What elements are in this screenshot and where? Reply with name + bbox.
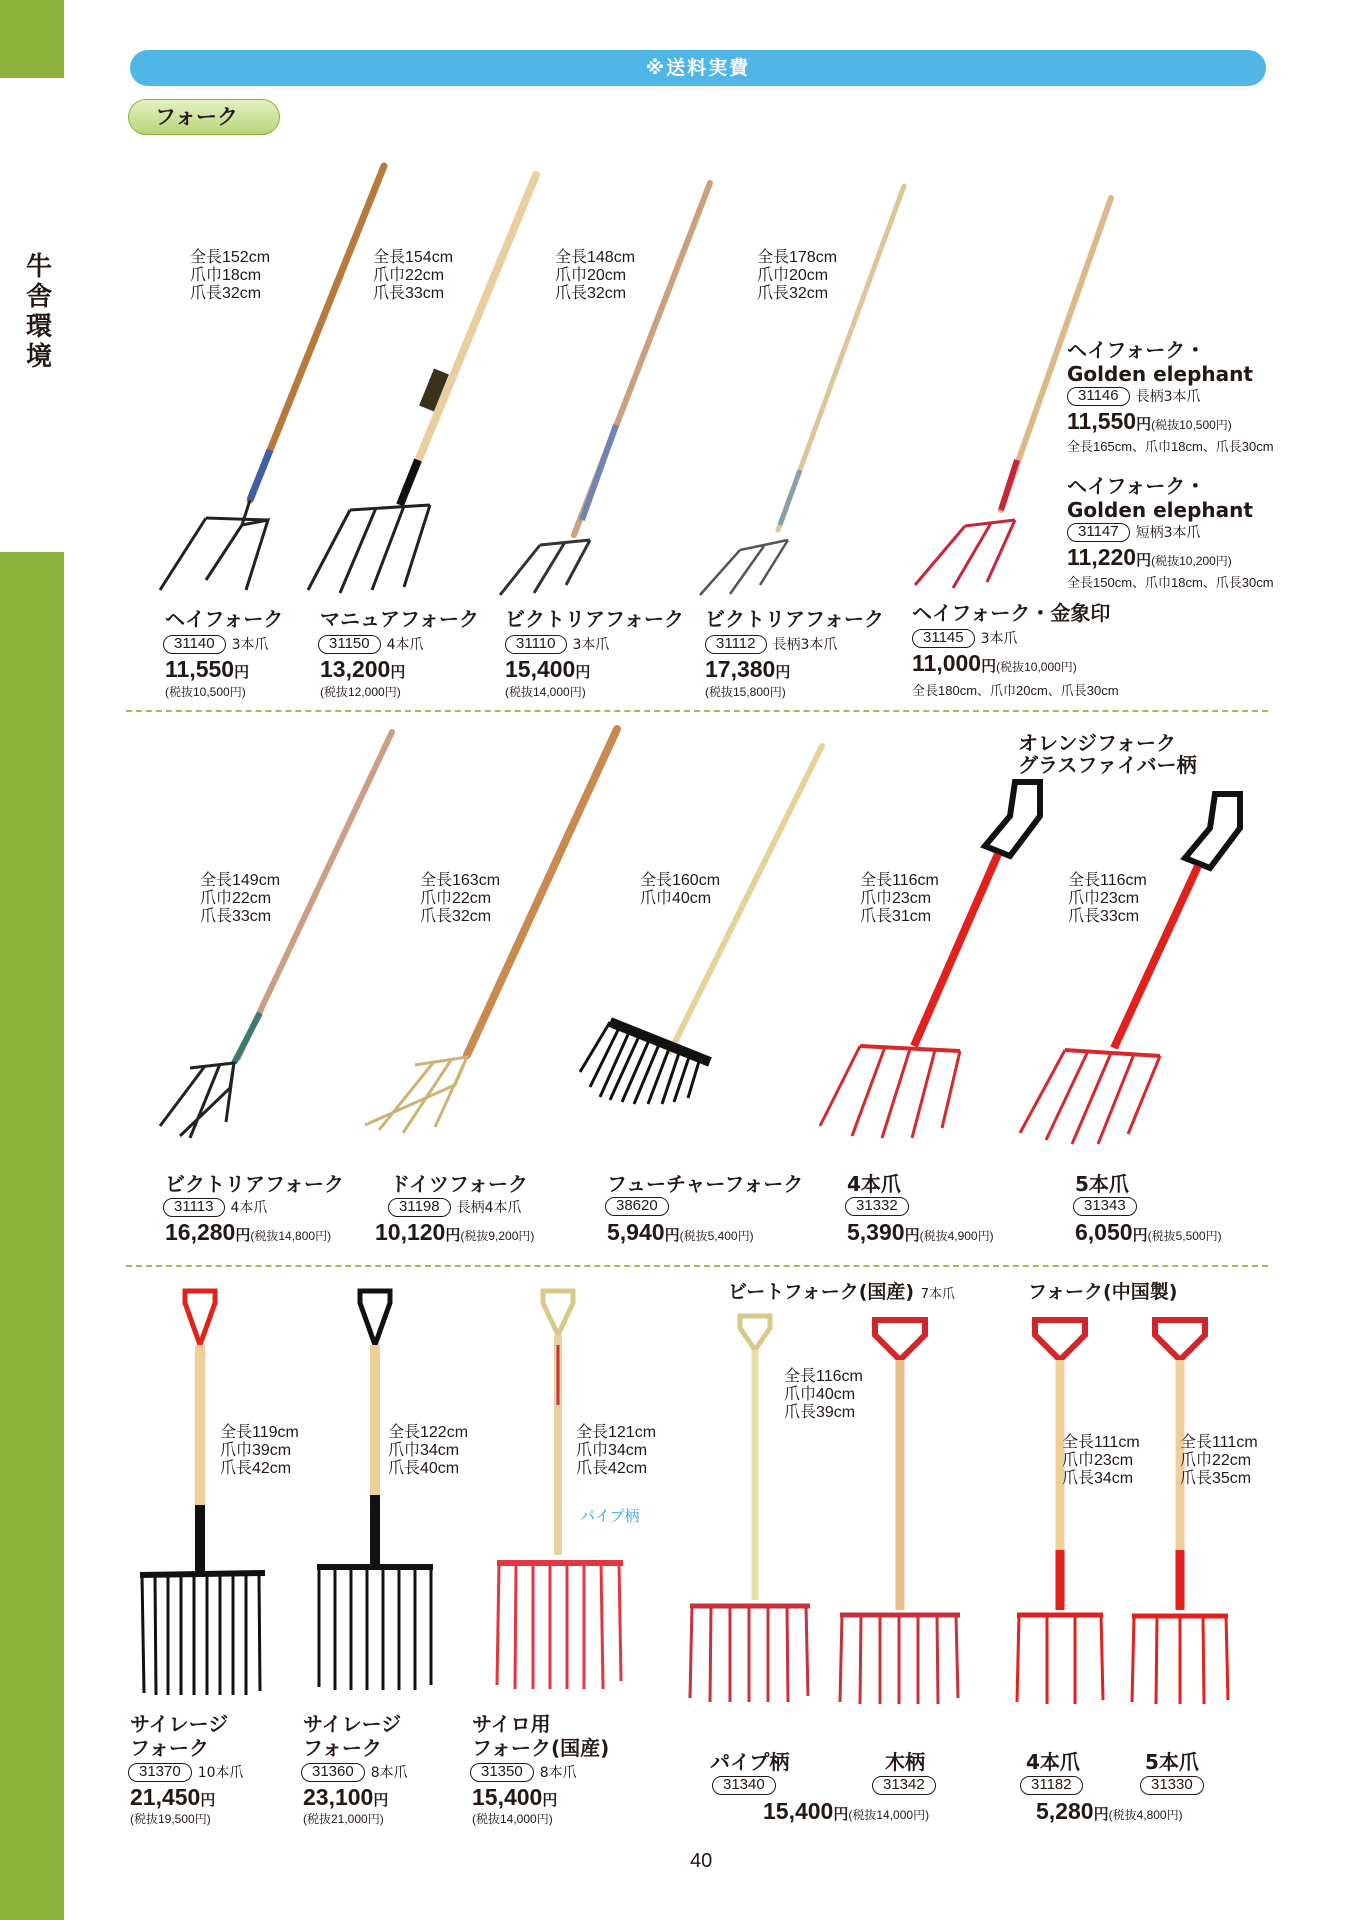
product-name: サイロ用 フォーク(国産) [472,1712,610,1760]
product-dimensions: 全長165cm、爪巾18cm、爪長30cm [1067,439,1274,454]
product-price: 21,450円 [130,1784,216,1810]
product-name: ヘイフォーク・ Golden elephant [1067,474,1253,522]
product-code: 31145 [912,629,975,648]
product-name: 4本爪 [1026,1750,1080,1774]
category-tag: フォーク [128,99,280,135]
victoria-fork-3-tine-image [490,175,720,600]
china-fork-title: フォーク(中国製) [1028,1281,1178,1303]
product-code-row [388,1197,522,1217]
product-code-row [128,1762,244,1782]
product-name: パイプ柄 [710,1750,790,1774]
beet-fork-title: ビートフォーク(国産) 7本爪 [728,1281,955,1303]
product-code-row [872,1776,936,1795]
product-name: サイレージ フォーク [130,1712,229,1760]
product-code: 31140 [163,635,226,654]
product-variant: 長柄3本爪 [1135,389,1201,405]
pipe-handle-note: パイプ柄 [580,1507,640,1525]
product-variant: 3本爪 [572,637,610,653]
product-variant: 8本爪 [370,1765,408,1781]
product-price: 16,280円(税抜14,800円) [165,1219,332,1245]
product-code: 31146 [1067,387,1130,406]
product-code-row [470,1762,577,1782]
product-name: ヘイフォーク・金象印 [912,601,1111,625]
product-price: 15,400円(税抜14,000円) [763,1798,930,1824]
product-code-row [163,1197,267,1217]
product-spec: 全長122cm 爪巾34cm 爪長40cm [388,1424,469,1477]
product-variant: 3本爪 [231,637,269,653]
product-code-row [505,634,609,654]
side-color-strip-top [0,0,64,78]
product-code: 31198 [388,1198,451,1217]
product-name: フューチャーフォーク [607,1172,804,1196]
product-code: 31182 [1020,1776,1083,1795]
product-code: 31360 [301,1763,365,1782]
product-price: 11,000円(税抜10,000円) [912,650,1077,676]
product-code-row [1020,1776,1083,1795]
product-price: 5,280円(税抜4,800円) [1036,1798,1183,1824]
product-name: 4本爪 [847,1172,901,1196]
product-name: マニュアフォーク [320,607,479,631]
product-name: ヘイフォーク・ Golden elephant [1067,338,1253,386]
product-variant: 長柄4本爪 [456,1200,522,1216]
product-variant: 4本爪 [230,1200,268,1216]
row-divider [126,1265,1268,1267]
price-excluding-tax: (税抜14,000円) [505,685,586,699]
product-spec: 全長116cm 爪巾23cm 爪長31cm [860,872,939,925]
product-dimensions: 全長180cm、爪巾20cm、爪長30cm [912,683,1119,698]
product-code: 31342 [872,1776,936,1795]
product-spec: 全長154cm 爪巾22cm 爪長33cm [373,249,454,302]
product-code: 31150 [318,635,381,654]
victoria-fork-long-handle-image [690,180,920,600]
product-code: 31343 [1073,1197,1137,1216]
product-price: 11,550円 [165,656,250,682]
product-name: 5本爪 [1075,1172,1129,1196]
product-code: 38620 [605,1197,669,1216]
product-name: サイレージ フォーク [303,1712,402,1760]
product-variant: 短柄3本爪 [1135,525,1201,541]
product-name: 木柄 [885,1750,925,1774]
product-name: ビクトリアフォーク [505,607,684,631]
product-name: ビクトリアフォーク [705,607,884,631]
product-price: 17,380円 [705,656,791,682]
product-code: 31110 [505,635,567,654]
product-code-row [705,634,837,654]
product-code: 31370 [128,1763,192,1782]
orange-fork-5-tine-image [1010,788,1260,1168]
product-code: 31112 [705,635,767,654]
page-number: 40 [690,1850,713,1872]
future-fork-image [570,742,830,1112]
product-code: 31147 [1067,523,1130,542]
product-price: 5,390円(税抜4,900円) [847,1219,994,1245]
shipping-banner: ※送料実費 [130,50,1266,86]
price-excluding-tax: (税抜14,000円) [472,1812,553,1826]
product-spec: 全長116cm 爪巾23cm 爪長33cm [1068,872,1147,925]
product-price: 15,400円 [505,656,591,682]
product-variant: 8本爪 [539,1765,577,1781]
product-code-row [1067,386,1201,406]
product-code-row [712,1776,776,1795]
orange-fork-header: オレンジフォーク グラスファイバー柄 [1018,731,1197,777]
product-price: 6,050円(税抜5,500円) [1075,1219,1222,1245]
product-spec: 全長152cm 爪巾18cm 爪長32cm [190,249,271,302]
product-code: 31340 [712,1776,776,1795]
silo-fork-image [485,1285,635,1705]
product-code-row [1140,1776,1204,1795]
product-price: 15,400円 [472,1784,558,1810]
product-spec: 全長160cm 爪巾40cm [640,872,721,907]
product-variant: 4本爪 [386,637,424,653]
product-code-row [301,1762,408,1782]
product-spec: 全長163cm 爪巾22cm 爪長32cm [420,872,501,925]
product-name: ビクトリアフォーク [165,1172,344,1196]
silage-fork-8-tine-image [305,1285,445,1705]
product-price: 11,550円(税抜10,500円) [1067,408,1232,434]
silage-fork-10-tine-image [130,1285,275,1705]
product-code-row [912,628,1018,648]
product-code-row [1073,1197,1137,1216]
product-name: ドイツフォーク [390,1172,528,1196]
product-price: 11,220円(税抜10,200円) [1067,544,1232,570]
product-name: 5本爪 [1145,1750,1199,1774]
price-excluding-tax: (税抜10,500円) [165,685,246,699]
product-spec: 全長148cm 爪巾20cm 爪長32cm [555,249,636,302]
product-code-row [1067,522,1201,542]
product-spec: 全長111cm 爪巾22cm 爪長35cm [1180,1434,1258,1487]
price-excluding-tax: (税抜19,500円) [130,1812,211,1826]
product-code: 31332 [845,1197,909,1216]
row-divider [126,710,1268,712]
product-price: 13,200円 [320,656,406,682]
price-excluding-tax: (税抜12,000円) [320,685,401,699]
product-code: 31330 [1140,1776,1204,1795]
product-code: 31350 [470,1763,534,1782]
china-fork-5-tine-image [1120,1310,1240,1710]
product-code: 31113 [163,1198,225,1217]
product-price: 10,120円(税抜9,200円) [375,1219,535,1245]
product-price: 23,100円 [303,1784,389,1810]
product-variant: 3本爪 [980,631,1018,647]
product-spec: 全長111cm 爪巾23cm 爪長34cm [1062,1434,1140,1487]
product-price: 5,940円(税抜5,400円) [607,1219,754,1245]
china-fork-4-tine-image [1005,1310,1115,1710]
product-spec: 全長178cm 爪巾20cm 爪長32cm [757,249,838,302]
product-code-row [605,1197,669,1216]
product-spec: 全長149cm 爪巾22cm 爪長33cm [200,872,281,925]
product-spec: 全長116cm 爪巾40cm 爪長39cm [784,1368,863,1421]
product-spec: 全長121cm 爪巾34cm 爪長42cm [576,1424,657,1477]
price-excluding-tax: (税抜21,000円) [303,1812,384,1826]
section-side-label: 牛 舎 環 境 [26,252,53,372]
product-name: ヘイフォーク [165,607,284,631]
product-variant: 長柄3本爪 [772,637,838,653]
product-spec: 全長119cm 爪巾39cm 爪長42cm [220,1424,299,1477]
price-excluding-tax: (税抜15,800円) [705,685,786,699]
product-variant: 10本爪 [197,1765,244,1781]
side-color-strip-bottom [0,552,64,1920]
product-dimensions: 全長150cm、爪巾18cm、爪長30cm [1067,575,1274,590]
product-code-row [163,634,269,654]
product-code-row [318,634,424,654]
product-code-row [845,1197,909,1216]
